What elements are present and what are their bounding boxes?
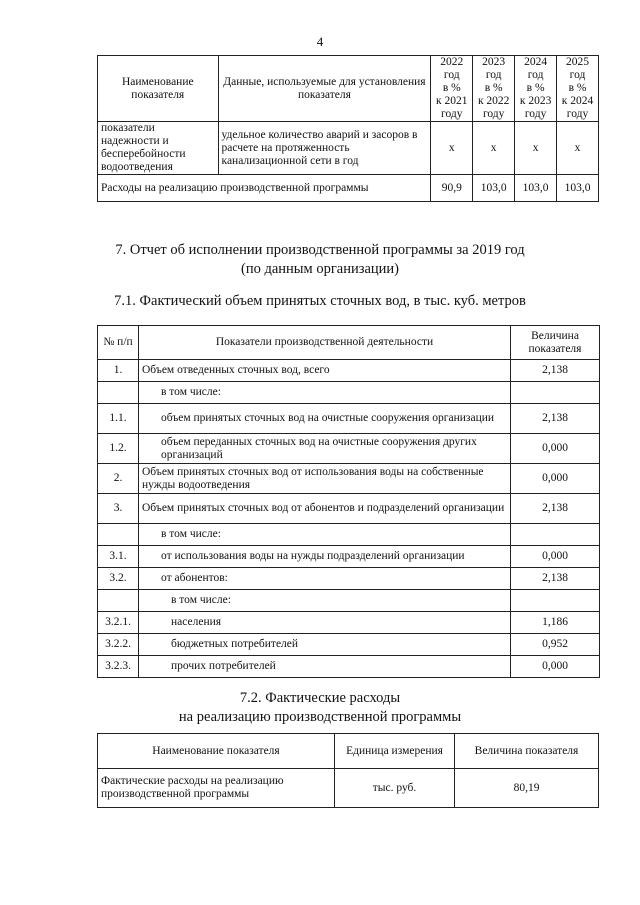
table-row: [98, 546, 600, 568]
cell-value: х: [431, 122, 473, 175]
cell-value: 103,0: [557, 175, 599, 202]
row-value: 0,952: [511, 634, 600, 656]
actual-expenses-table: [97, 733, 599, 808]
row-text: объем принятых сточных вод на очистные сооружения организации: [139, 404, 511, 434]
header-indicator-name: Наименование показателя: [98, 734, 335, 769]
header-year-2024: 2024 год в % к 2023 году: [515, 56, 557, 122]
row-text: прочих потребителей: [139, 656, 511, 678]
header-indicator-name: Наименование показателя: [98, 56, 219, 122]
row-text: объем переданных сточных вод на очистные сооружения других организаций: [139, 434, 511, 464]
table-row: [98, 590, 600, 612]
header-unit: Единица измерения: [335, 734, 455, 769]
row-number: 3.1.: [98, 546, 139, 568]
row-value: 1,186: [511, 612, 600, 634]
row-number: [98, 524, 139, 546]
table-row: [98, 656, 600, 678]
row-value: 0,000: [511, 464, 600, 494]
page-number: 4: [316, 34, 324, 49]
row-value: 2,138: [511, 360, 600, 382]
table-header-row: [98, 734, 599, 769]
row-value: [511, 382, 600, 404]
row-value: 80,19: [455, 769, 599, 808]
header-number: № п/п: [98, 326, 139, 360]
row-text: Объем принятых сточных вод от использования воды на собственные нужды водоотведения: [139, 464, 511, 494]
section-7-heading: 7. Отчет об исполнении производственной программы за 2019 год (по данным организации): [115, 242, 525, 277]
row-text: в том числе:: [139, 524, 511, 546]
table-row: [98, 175, 599, 202]
header-value: Величина показателя: [455, 734, 599, 769]
row-value: 0,000: [511, 656, 600, 678]
row-value: 2,138: [511, 404, 600, 434]
header-year-2023: 2023 год в % к 2022 году: [473, 56, 515, 122]
table-header-row: [98, 326, 600, 360]
header-indicator: Показатели производственной деятельности: [139, 326, 511, 360]
table-row: [98, 464, 600, 494]
table-row: [98, 612, 600, 634]
section-7-2-heading: 7.2. Фактические расходы на реализацию производственной программы: [178, 690, 462, 725]
row-text: Объем отведенных сточных вод, всего: [139, 360, 511, 382]
row-value: 0,000: [511, 434, 600, 464]
wastewater-volume-table: [97, 325, 600, 678]
table-row: [98, 360, 600, 382]
table-row: [98, 494, 600, 524]
row-text: населения: [139, 612, 511, 634]
cell-value: х: [473, 122, 515, 175]
table-row: [98, 434, 600, 464]
cell-value: 90,9: [431, 175, 473, 202]
cell-value: х: [515, 122, 557, 175]
table-row: [98, 568, 600, 590]
row-reliability-data: удельное количество аварий и засоров в расчете на протяженность канализационной сети в год: [218, 122, 431, 175]
row-number: 3.2.1.: [98, 612, 139, 634]
row-text: бюджетных потребителей: [139, 634, 511, 656]
row-number: [98, 590, 139, 612]
row-number: 1.1.: [98, 404, 139, 434]
row-text: в том числе:: [139, 382, 511, 404]
indicators-table: [97, 55, 599, 202]
cell-value: х: [557, 122, 599, 175]
table-row: [98, 634, 600, 656]
row-value: 0,000: [511, 546, 600, 568]
row-reliability-name: показатели надежности и бесперебойности водоотведения: [98, 122, 219, 175]
row-text: от абонентов:: [139, 568, 511, 590]
row-text: в том числе:: [139, 590, 511, 612]
table-row: [98, 122, 599, 175]
row-number: 3.: [98, 494, 139, 524]
row-number: 3.2.: [98, 568, 139, 590]
row-expenses-name: Расходы на реализацию производственной программы: [98, 175, 431, 202]
row-number: 3.2.3.: [98, 656, 139, 678]
section-7-1-heading: 7.1. Фактический объем принятых сточных вод, в тыс. куб. метров: [114, 293, 526, 309]
table-row: [98, 769, 599, 808]
header-year-2025: 2025 год в % к 2024 году: [557, 56, 599, 122]
row-unit: тыс. руб.: [335, 769, 455, 808]
table-row: [98, 382, 600, 404]
cell-value: 103,0: [473, 175, 515, 202]
header-value: Величина показателя: [511, 326, 600, 360]
row-number: 3.2.2.: [98, 634, 139, 656]
row-text: от использования воды на нужды подразделений организации: [139, 546, 511, 568]
cell-value: 103,0: [515, 175, 557, 202]
header-year-2022: 2022 год в % к 2021 году: [431, 56, 473, 122]
row-number: 1.2.: [98, 434, 139, 464]
header-data-used: Данные, используемые для установления показателя: [218, 56, 431, 122]
row-number: 2.: [98, 464, 139, 494]
row-number: 1.: [98, 360, 139, 382]
row-value: [511, 524, 600, 546]
row-value: 2,138: [511, 568, 600, 590]
table-header-row: [98, 56, 599, 122]
table-row: [98, 404, 600, 434]
row-value: [511, 590, 600, 612]
row-text: Объем принятых сточных вод от абонентов и подразделений организации: [139, 494, 511, 524]
row-number: [98, 382, 139, 404]
table-row: [98, 524, 600, 546]
row-name: Фактические расходы на реализацию производственной программы: [98, 769, 335, 808]
row-value: 2,138: [511, 494, 600, 524]
